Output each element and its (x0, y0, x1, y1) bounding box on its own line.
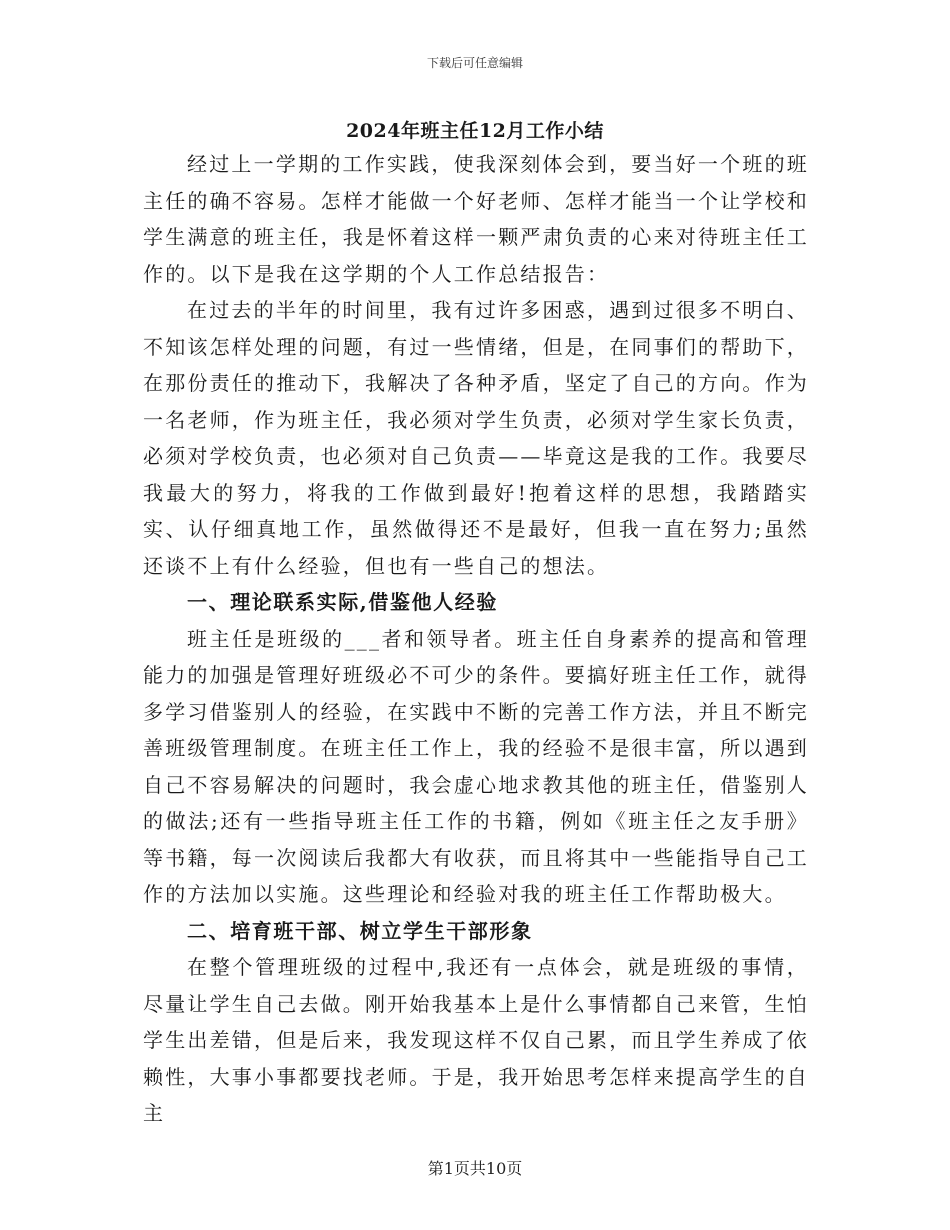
section-heading-1: 一、理论联系实际,借鉴他人经验 (187, 590, 498, 614)
page-header: 下载后可任意编辑 (426, 56, 523, 70)
document-title: 2024年班主任12月工作小结 (346, 120, 604, 142)
paragraph-section-2: 在整个管理班级的过程中,我还有一点体会，就是班级的事情，尽量让学生自己去做。刚开始我基本上是什么事情都自己来管，生怕学生出差错，但是后来，我发现这样不仅自己累，而且学生养成了依赖性，大事小事都要找老师。于是，我开始思考怎样来提高学生的自主 (143, 955, 809, 1125)
section-heading-2: 二、培育班干部、树立学生干部形象 (187, 918, 533, 943)
paragraph-section-1: 班主任是班级的___者和领导者。班主任自身素养的提高和管理能力的加强是管理好班级必不可少的条件。要搞好班主任工作，就得多学习借鉴别人的经验，在实践中不断的完善工作方法，并且不断完善班级管理制度。在班主任工作上，我的经验不是很丰富，所以遇到自己不容易解决的问题时，我会虚心地求教其他的班主任，借鉴别人的做法;还有一些指导班主任工作的书籍，例如《班主任之友手册》等书籍，每一次阅读后我都大有收获，而且将其中一些能指导自己工作的方法加以实施。这些理论和经验对我的班主任工作帮助极大。 (143, 626, 809, 906)
document-body (143, 146, 809, 1132)
page-footer: 第1页共10页 (427, 1159, 523, 1178)
paragraph-intro: 经过上一学期的工作实践，使我深刻体会到，要当好一个班的班主任的确不容易。怎样才能做一个好老师、怎样才能当一个让学校和学生满意的班主任，我是怀着这样一颗严肃负责的心来对待班主任工作的。以下是我在这学期的个人工作总结报告： (143, 152, 809, 286)
paragraph-reflection: 在过去的半年的时间里，我有过许多困惑，遇到过很多不明白、不知该怎样处理的问题，有过一些情绪，但是，在同事们的帮助下，在那份责任的推动下，我解决了各种矛盾，坚定了自己的方向。作为一名老师，作为班主任，我必须对学生负责，必须对学生家长负责，必须对学校负责，也必须对自己负责——毕竟这是我的工作。我要尽我最大的努力，将我的工作做到最好!抱着这样的思想，我踏踏实实、认仔细真地工作，虽然做得还不是最好，但我一直在努力;虽然还谈不上有什么经验，但也有一些自己的想法。 (143, 298, 809, 578)
